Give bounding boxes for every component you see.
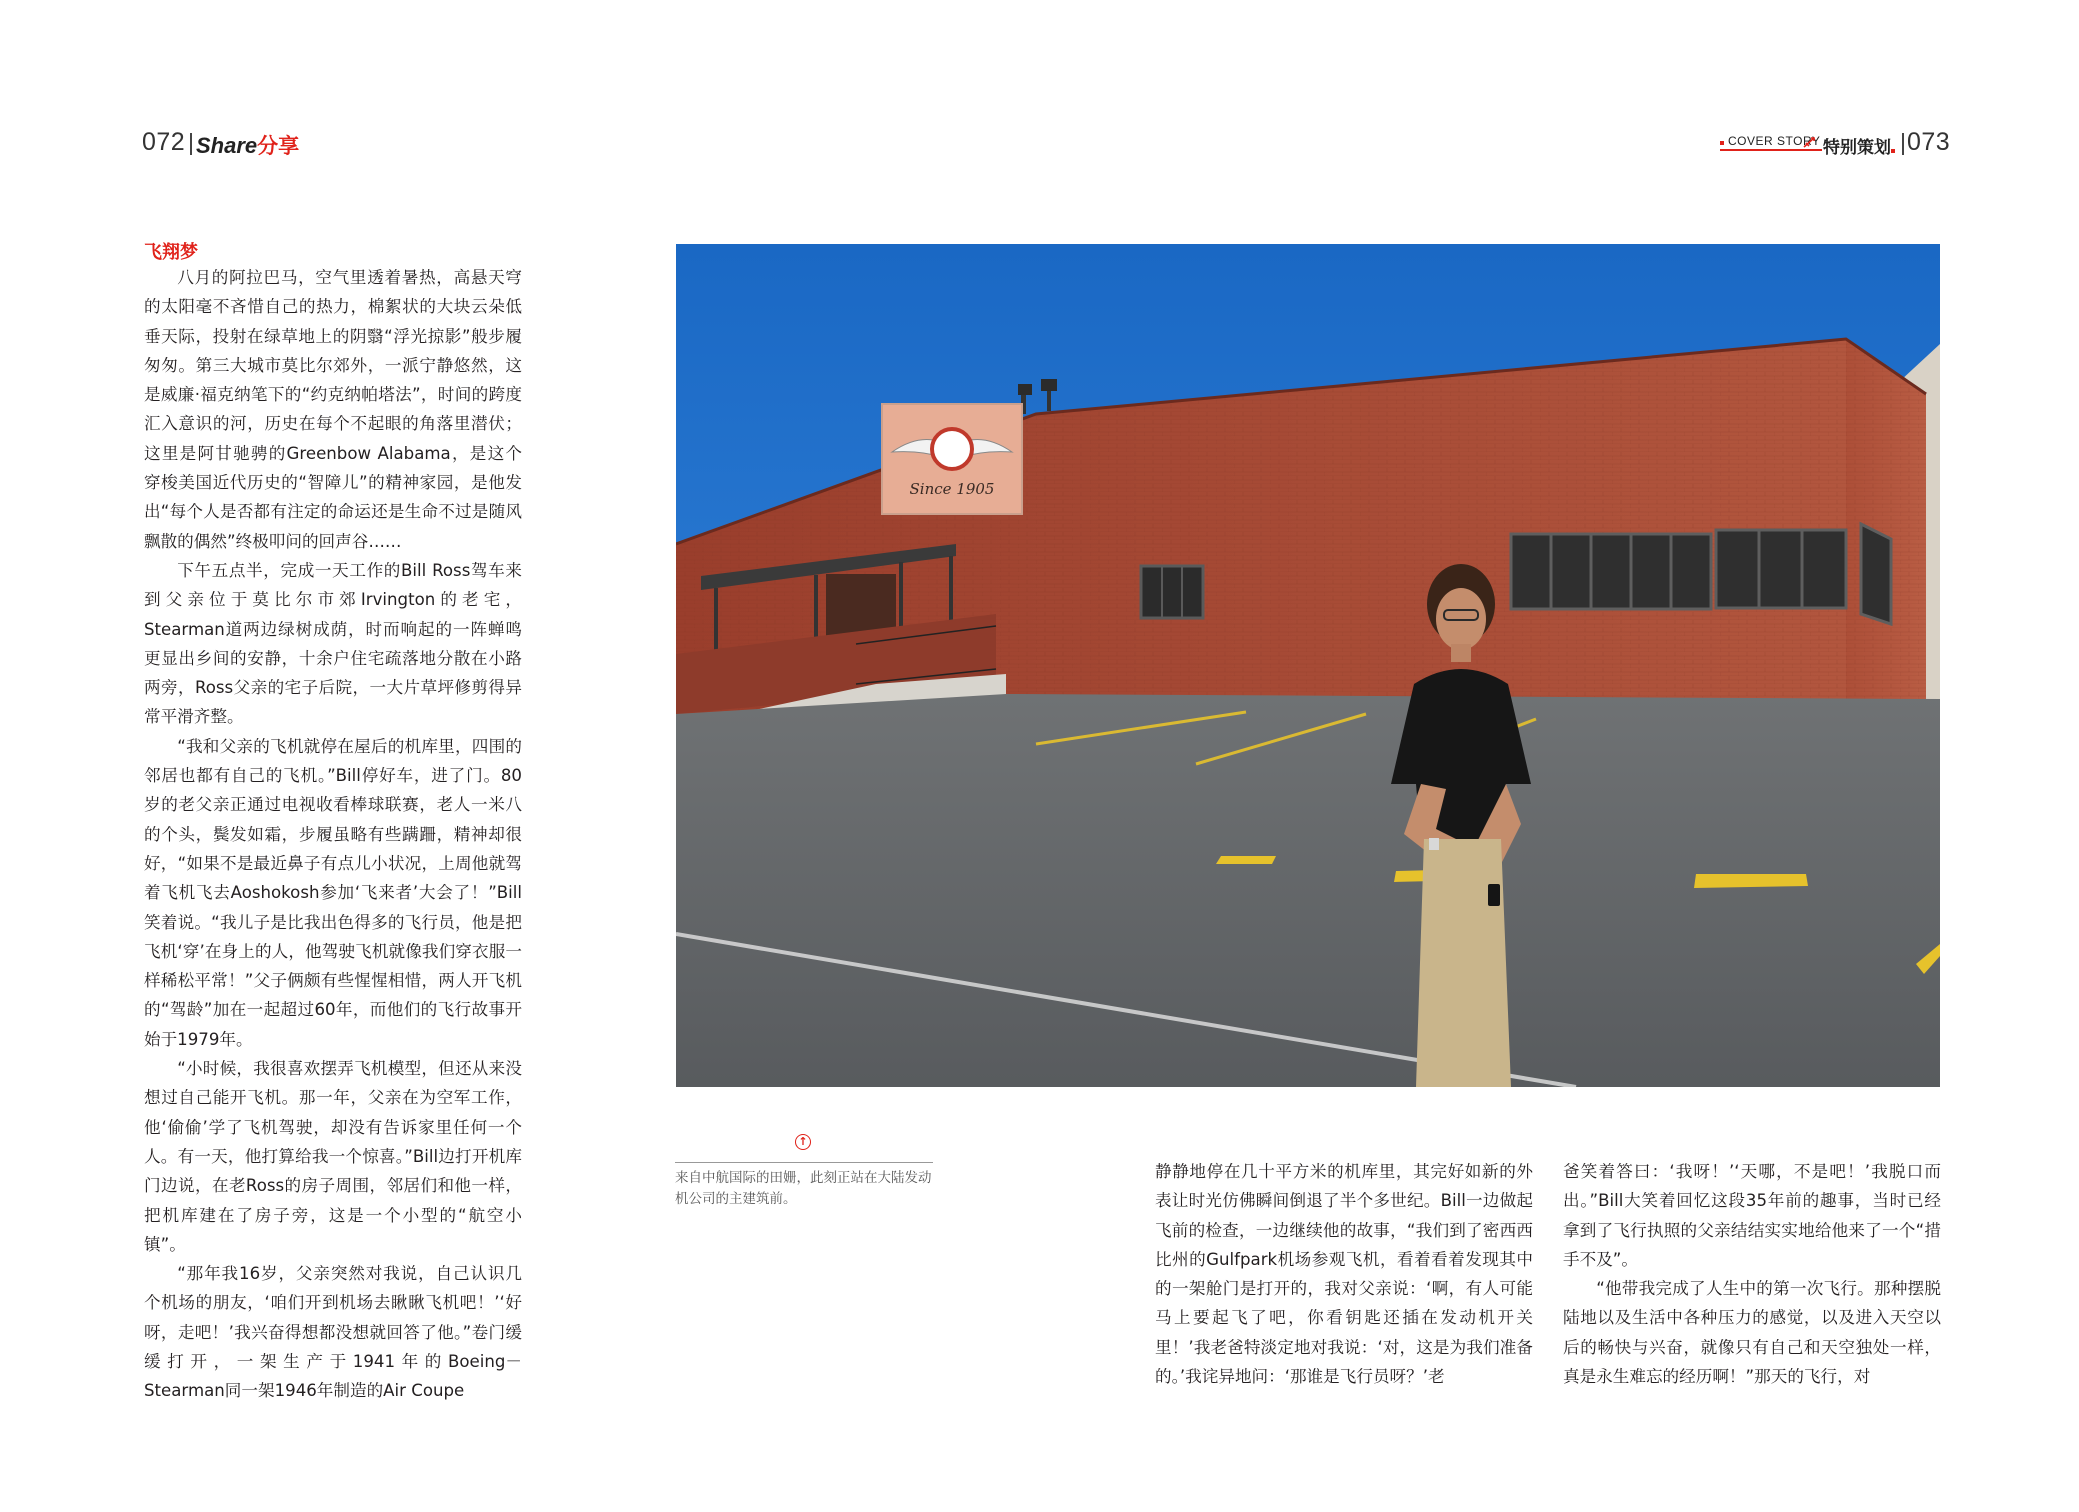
brand-latin: Share <box>196 133 258 158</box>
caption-rule <box>675 1162 933 1163</box>
paragraph: 八月的阿拉巴马，空气里透着暑热，高悬天穹的太阳毫不吝惜自己的热力，棉絮状的大块云朵低垂天际，投射在绿草地上的阴翳“浮光掠影”般步履匆匆。第三大城市莫比尔郊外，一派宁静悠然，这是威廉·福克纳笔下的“约克纳帕塔法”，时间的跨度汇入意识的河，历史在每个不起眼的角落里潜伏；这里是阿甘驰骋的Greenbow Alabama，是这个穿梭美国近代历史的“智障儿”的精神家园，是他发出“每个人是否都有注定的命运还是生命不过是随风飘散的偶然”终极叩问的回声谷…… <box>144 268 522 551</box>
paragraph: “我和父亲的飞机就停在屋后的机库里，四围的邻居也都有自己的飞机。”Bill停好车，进了门。80岁的老父亲正通过电视收看棒球联赛，老人一米八的个头，鬓发如霜，步履虽略有些蹒跚，精神却很好，“如果不是最近鼻子有点儿小状况，上周他就驾着飞机飞去Aoshokosh参加‘飞来者’大会了！”Bill笑着说。“我儿子是比我出色得多的飞行员，他是把飞机‘穿’在身上的人，他驾驶飞机就像我们穿衣服一样稀松平常！”父子俩颇有些惺惺相惜，两人开飞机的“驾龄”加在一起超过60年，而他们的飞行故事开始于1979年。 <box>144 736 522 1049</box>
sign-text: Since 1905 <box>909 480 995 498</box>
brand-cn: 分享 <box>257 134 300 158</box>
paragraph: 爸笑着答曰：‘我呀！’‘天哪，不是吧！’我脱口而出。”Bill大笑着回忆这段35年前的趣事，当时已经拿到了飞行执照的父亲结结实实地给他来了一个“措手不及”。 <box>1563 1162 1941 1269</box>
article-column-4 <box>1563 1157 1941 1391</box>
brand-logo <box>196 130 299 160</box>
right-page-number: 073 <box>1907 128 1951 156</box>
paragraph: 下午五点半，完成一天工作的Bill Ross驾车来到父亲位于莫比尔市郊Irvington的老宅，Stearman道两边绿树成荫，时而响起的一阵蝉鸣更显出乡间的安静，十余户住宅疏落地分散在小路两旁，Ross父亲的宅子后院，一大片草坪修剪得异常平滑齐整。 <box>144 560 522 727</box>
article-column-3 <box>1155 1157 1533 1391</box>
paragraph: “小时候，我很喜欢摆弄飞机模型，但还从来没想过自己能开飞机。那一年，父亲在为空军工作，他‘偷偷’学了飞机驾驶，却没有告诉家里任何一个人。有一天，他打算给我一个惊喜。”Bill边打开机库门边说，在老Ross的房子周围，邻居们和他一样，把机库建在了房子旁，这是一个小型的“航空小镇”。 <box>144 1059 522 1254</box>
airplane-icon <box>1802 135 1816 151</box>
paragraph: 静静地停在几十平方米的机库里，其完好如新的外表让时光仿佛瞬间倒退了半个多世纪。Bill一边做起飞前的检查，一边继续他的故事，“我们到了密西西比州的Gulfpark机场参观飞机，看着看着发现其中的一架舱门是打开的，我对父亲说：‘啊，有人可能马上要起飞了吧，你看钥匙还插在发动机开关里！’我老爸特淡定地对我说：‘对，这是为我们准备的。’我诧异地问：‘那谁是飞行员呀？’老 <box>1155 1162 1533 1387</box>
photo-caption: 来自中航国际的田姗，此刻正站在大陆发动机公司的主建筑前。 <box>675 1170 932 1207</box>
circle-up-arrow-icon: ↑ <box>795 1134 811 1150</box>
special-feature-label: 特别策划 <box>1823 138 1891 158</box>
cover-story-label: COVER STORY <box>1720 134 1822 151</box>
left-page-number: 072 <box>142 128 186 156</box>
header-divider <box>190 133 192 155</box>
article-column-1 <box>144 263 522 1406</box>
section-title: 飞翔梦 <box>144 242 198 263</box>
header-divider-right <box>1902 133 1904 155</box>
special-feature-marker <box>1891 149 1895 153</box>
hero-photo <box>676 244 1940 1087</box>
paragraph: “他带我完成了人生中的第一次飞行。那种摆脱陆地以及生活中各种压力的感觉，以及进入天空以后的畅快与兴奋，就像只有自己和天空独处一样，真是永生难忘的经历啊！”那天的飞行，对 <box>1563 1279 1941 1387</box>
company-sign <box>882 404 1022 514</box>
paragraph: “那年我16岁，父亲突然对我说，自己认识几个机场的朋友，‘咱们开到机场去瞅瞅飞机吧！’‘好呀，走吧！’我兴奋得想都没想就回答了他。”卷门缓缓打开，一架生产于1941年的Boeing－Stearman同一架1946年制造的Air Coupe <box>144 1264 522 1401</box>
